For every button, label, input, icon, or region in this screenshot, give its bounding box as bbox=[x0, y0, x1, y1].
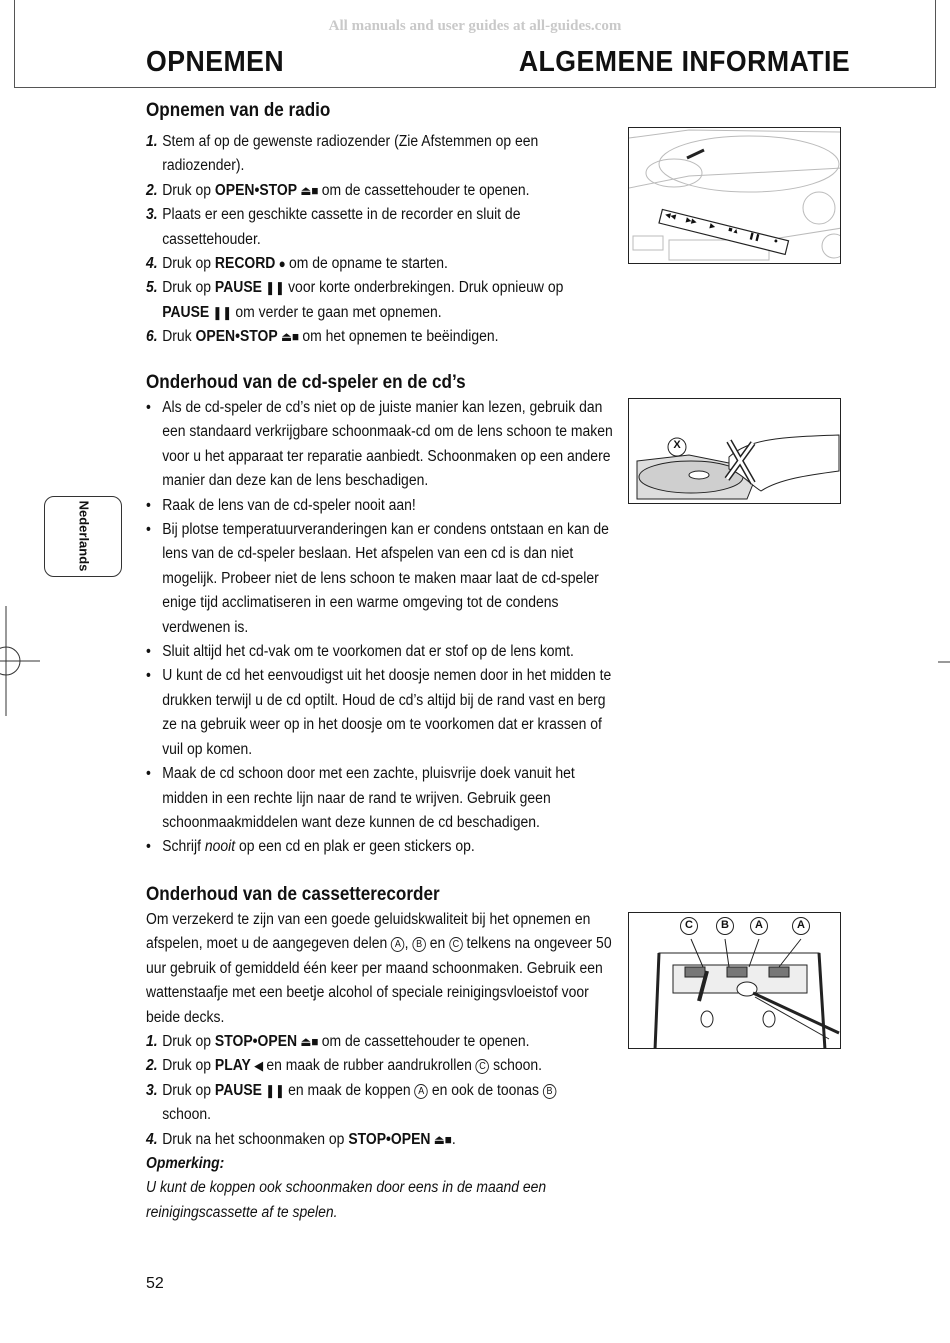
bullet: • bbox=[146, 496, 151, 514]
language-tab-label: Nederlands bbox=[76, 500, 92, 572]
step-text: . bbox=[451, 1130, 456, 1148]
header-left-title: OPNEMEN bbox=[146, 46, 285, 78]
list-item bbox=[146, 130, 621, 179]
list-item bbox=[146, 396, 621, 494]
bullet-list bbox=[146, 396, 621, 860]
step-text: en maak de rubber aandrukrollen bbox=[266, 1057, 472, 1075]
list-item bbox=[146, 1030, 621, 1054]
list-item bbox=[146, 518, 621, 640]
section-cassette-maintenance bbox=[146, 882, 621, 1225]
label-b-icon: B bbox=[412, 937, 426, 952]
crop-mark-icon bbox=[936, 652, 950, 672]
step-text: en maak de koppen bbox=[288, 1081, 411, 1099]
list-item bbox=[146, 835, 621, 859]
step-text: schoon. bbox=[489, 1057, 543, 1075]
list-item bbox=[146, 276, 621, 325]
fast-forward-icon: ▶▶ bbox=[685, 216, 698, 227]
step-text: om de opname te starten. bbox=[288, 255, 448, 273]
list-item bbox=[146, 179, 621, 203]
step-number: 6. bbox=[146, 328, 158, 346]
step-number: 4. bbox=[146, 1130, 158, 1148]
button-name: OPEN•STOP bbox=[195, 328, 278, 346]
watermark: All manuals and user guides at all-guides.com bbox=[328, 18, 622, 34]
paragraph-text: Om verzekerd te zijn van een goede geluidskwaliteit bij het opnemen en afspelen, moet u de aangegeven delen bbox=[146, 911, 591, 953]
label-b-icon: B bbox=[543, 1084, 557, 1099]
play-icon: ◀ bbox=[250, 1058, 267, 1074]
step-text: Druk na het schoonmaken op bbox=[162, 1130, 349, 1148]
open-stop-icon: ⏏■ bbox=[277, 329, 303, 345]
step-text: schoon. bbox=[162, 1106, 212, 1124]
step-number: 2. bbox=[146, 181, 158, 199]
label-a-icon: A bbox=[792, 917, 810, 935]
note-text: U kunt de koppen ook schoonmaken door eens in de maand een reinigingscassette af te spelen. bbox=[146, 1179, 547, 1221]
bullet-text: Raak de lens van de cd-speler nooit aan! bbox=[162, 496, 416, 514]
step-text: om het opnemen te beëindigen. bbox=[302, 328, 499, 346]
pause-icon: ❚❚ bbox=[261, 1082, 289, 1098]
button-name: PAUSE bbox=[214, 279, 262, 297]
list-item bbox=[146, 762, 621, 835]
button-name: OPEN•STOP bbox=[214, 181, 298, 199]
bullet: • bbox=[146, 643, 151, 661]
open-stop-icon: ⏏■ bbox=[297, 1034, 322, 1050]
bullet: • bbox=[146, 399, 151, 416]
step-text: om de cassettehouder te openen. bbox=[321, 181, 530, 199]
button-name: STOP•OPEN bbox=[348, 1130, 431, 1148]
bullet: • bbox=[146, 521, 151, 539]
label-a-icon: A bbox=[415, 1084, 429, 1099]
bullet: • bbox=[146, 838, 151, 856]
step-number: 3. bbox=[146, 1081, 158, 1099]
bullet-text: op een cd en plak er geen stickers op. bbox=[235, 838, 475, 856]
step-number: 2. bbox=[146, 1057, 158, 1075]
list-item bbox=[146, 1054, 621, 1078]
bullet: • bbox=[146, 765, 151, 783]
step-text: Plaats er een geschikte cassette in de recorder en sluit de cassettehouder. bbox=[162, 206, 521, 248]
paragraph-text: telkens na ongeveer 50 uur gebruik of gemiddeld één keer per maand schoonmaken. Gebruik een wattenstaafje met een beetje alcohol of speciale reinigingsvloeistof voor beide decks. bbox=[146, 935, 612, 1026]
step-text: Druk op bbox=[162, 279, 215, 297]
paragraph-text: en bbox=[429, 935, 446, 953]
step-number: 3. bbox=[146, 206, 158, 224]
bullet-text: U kunt de cd het eenvoudigst uit het doosje nemen door in het midden te drukken terwijl u de cd optilt. Houd de cd’s altijd bij de rand vast en berg ze na gebruik weer op in het doosje om te voorkomen dat er krassen of vuil op komen. bbox=[162, 667, 612, 758]
section-radio-recording bbox=[146, 98, 621, 350]
bullet-text: Bij plotse temperatuurveranderingen kan er condens ontstaan en kan de lens van de cd-speler beslaan. Het afspelen van een cd is dan niet mogelijk. Probeer niet de lens schoon te maken maar laat de cd-speler enige tijd acclimatiseren in een warme omgeving tot de condens verdwenen is. bbox=[162, 521, 609, 636]
step-text: Druk op bbox=[162, 1057, 215, 1075]
section-title: Onderhoud van de cd-speler en de cd’s bbox=[146, 372, 466, 393]
step-text: om verder te gaan met opnemen. bbox=[235, 303, 442, 321]
pause-icon: ❚❚ bbox=[261, 280, 289, 296]
page-number: 52 bbox=[146, 1275, 164, 1292]
header-right-title: ALGEMENE INFORMATIE bbox=[518, 46, 850, 78]
punctuation: , bbox=[404, 935, 409, 953]
list-item bbox=[146, 640, 621, 664]
figure-cassette-deck bbox=[628, 127, 841, 264]
rewind-icon: ◀◀ bbox=[664, 211, 677, 221]
cassette-deck-illustration bbox=[629, 128, 841, 264]
pause-icon: ❚❚ bbox=[209, 304, 236, 320]
note bbox=[146, 1152, 621, 1225]
step-number: 1. bbox=[146, 133, 158, 150]
label-c-icon: C bbox=[680, 917, 698, 935]
step-text: Druk op bbox=[162, 181, 215, 199]
step-number: 4. bbox=[146, 255, 158, 273]
step-text: om de cassettehouder te openen. bbox=[321, 1033, 530, 1051]
play-icon: ▶ bbox=[708, 222, 716, 231]
section-title: Opnemen van de radio bbox=[146, 100, 331, 121]
stop-eject-icon: ■▲ bbox=[727, 226, 740, 236]
figure-cd-lens bbox=[628, 398, 841, 504]
record-icon: ● bbox=[772, 237, 779, 246]
list-item bbox=[146, 664, 621, 762]
label-c-icon: C bbox=[449, 937, 463, 952]
section-title: Onderhoud van de cassetterecorder bbox=[146, 884, 440, 905]
note-label: Opmerking: bbox=[146, 1155, 225, 1173]
list-item bbox=[146, 252, 621, 276]
step-text: voor korte onderbrekingen. Druk opnieuw op bbox=[288, 279, 564, 297]
step-text: Druk bbox=[162, 328, 196, 346]
bullet: • bbox=[146, 667, 151, 685]
step-number: 5. bbox=[146, 279, 158, 297]
pause-icon: ❚❚ bbox=[747, 232, 762, 243]
bullet-text: Als de cd-speler de cd’s niet op de juiste manier kan lezen, gebruik dan een standaard verkrijgbare schoonmaak-cd om de lens schoon te maken voor u het apparaat ter reparatie aanbiedt. Schoonmaken op een andere manier dan deze kan de lens beschadigen. bbox=[162, 399, 613, 490]
list-item bbox=[146, 494, 621, 518]
bullet-text: Sluit altijd het cd-vak om te voorkomen dat er stof op de lens komt. bbox=[162, 643, 574, 661]
step-text: Druk op bbox=[162, 1033, 215, 1051]
label-b-icon: B bbox=[716, 917, 734, 935]
label-a-icon: A bbox=[750, 917, 768, 935]
list-item bbox=[146, 325, 621, 349]
registration-mark-icon bbox=[0, 606, 40, 716]
label-c-icon: C bbox=[476, 1059, 490, 1074]
label-a-icon: A bbox=[391, 937, 405, 952]
button-name: PAUSE bbox=[162, 303, 210, 321]
emphasis: nooit bbox=[204, 838, 236, 856]
open-stop-icon: ⏏■ bbox=[297, 182, 322, 198]
button-name: RECORD bbox=[214, 255, 276, 273]
x-mark-icon: X bbox=[673, 439, 681, 451]
section-cd-maintenance bbox=[146, 370, 621, 860]
step-text: Druk op bbox=[162, 1081, 215, 1099]
open-stop-icon: ⏏■ bbox=[430, 1131, 452, 1147]
cassette-heads-illustration bbox=[629, 913, 841, 1049]
button-name: PLAY bbox=[214, 1057, 251, 1075]
step-text: Druk op bbox=[162, 255, 215, 273]
step-list bbox=[146, 130, 621, 350]
list-item bbox=[146, 1079, 621, 1128]
figure-cassette-heads bbox=[628, 912, 841, 1049]
button-name: PAUSE bbox=[214, 1081, 262, 1099]
button-name: STOP•OPEN bbox=[214, 1033, 298, 1051]
cd-lens-illustration bbox=[629, 399, 841, 504]
list-item bbox=[146, 203, 621, 252]
step-text: en ook de toonas bbox=[428, 1081, 539, 1099]
record-icon: ● bbox=[275, 256, 289, 272]
bullet-text: Schrijf bbox=[162, 838, 205, 856]
list-item bbox=[146, 1128, 621, 1152]
step-text: Stem af op de gewenste radiozender (Zie Afstemmen op een radiozender). bbox=[162, 133, 539, 175]
intro-paragraph bbox=[146, 908, 621, 1225]
bullet-text: Maak de cd schoon door met een zachte, pluisvrije doek vanuit het midden in een rechte lijn naar de rand te wrijven. Gebruik geen schoonmaakmiddelen want deze kunnen de cd beschadigen. bbox=[162, 765, 575, 831]
step-number: 1. bbox=[146, 1033, 158, 1051]
